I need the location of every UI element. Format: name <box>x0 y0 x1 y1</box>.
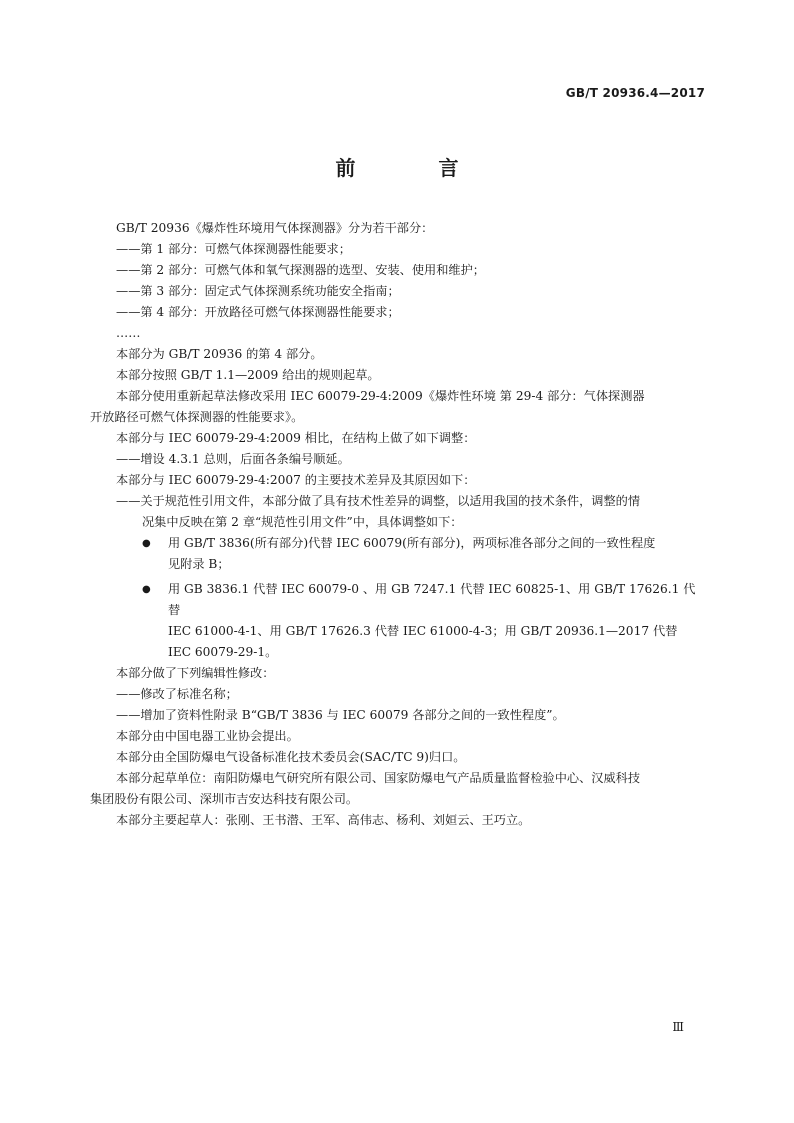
bullet-icon: ● <box>142 538 151 549</box>
list-item: ——修改了标准名称； <box>116 687 238 701</box>
paragraph: 本部分由中国电器工业协会提出。 <box>116 729 299 743</box>
list-item: ——关于规范性引用文件，本部分做了具有技术性差异的调整，以适用我国的技术条件，调整的情 <box>116 494 641 508</box>
ellipsis: …… <box>116 326 141 340</box>
bullet-text-continuation: 见附录 B； <box>168 557 230 571</box>
standard-code: GB/T 20936.4—2017 <box>565 86 705 100</box>
paragraph-continuation: 开放路径可燃气体探测器的性能要求》。 <box>90 410 304 424</box>
list-item: ——第 1 部分：可燃气体探测器性能要求； <box>116 242 351 256</box>
page-title: 前 言 <box>335 156 497 180</box>
paragraph-continuation: 集团股份有限公司、深圳市吉安达科技有限公司。 <box>90 792 359 806</box>
list-item: ——第 2 部分：可燃气体和氧气探测器的选型、安装、使用和维护； <box>116 263 485 277</box>
bullet-text-continuation: IEC 61000-4-1、用 GB/T 17626.3 代替 IEC 61000-4-3；用 GB/T 20936.1—2017 代替 <box>168 624 678 638</box>
paragraph: 本部分使用重新起草法修改采用 IEC 60079-29-4:2009《爆炸性环境 第 29-4 部分：气体探测器 <box>116 389 645 403</box>
paragraph: 本部分由全国防爆电气设备标准化技术委员会(SAC/TC 9)归口。 <box>116 750 466 764</box>
foreword-body <box>90 218 704 831</box>
list-item-continuation: 况集中反映在第 2 章“规范性引用文件”中，具体调整如下： <box>142 515 463 529</box>
list-item: ——增加了资料性附录 B“GB/T 3836 与 IEC 60079 各部分之间的一致性程度”。 <box>116 708 565 722</box>
list-item: ——第 4 部分：开放路径可燃气体探测器性能要求； <box>116 305 400 319</box>
paragraph: 本部分与 IEC 60079-29-4:2009 相比，在结构上做了如下调整： <box>116 431 476 445</box>
bullet-text-continuation: IEC 60079-29-1。 <box>168 645 278 659</box>
bullet-item <box>116 533 704 575</box>
paragraph: 本部分与 IEC 60079-29-4:2007 的主要技术差异及其原因如下： <box>116 473 476 487</box>
paragraph: 本部分按照 GB/T 1.1—2009 给出的规则起草。 <box>116 368 380 382</box>
bullet-item <box>116 579 704 663</box>
paragraph: GB/T 20936《爆炸性环境用气体探测器》分为若干部分： <box>116 221 434 235</box>
paragraph: 本部分做了下列编辑性修改： <box>116 666 275 680</box>
list-item: ——第 3 部分：固定式气体探测系统功能安全指南； <box>116 284 400 298</box>
bullet-text: 用 GB/T 3836(所有部分)代替 IEC 60079(所有部分)，两项标准各部分之间的一致性程度 <box>168 536 656 550</box>
paragraph: 本部分主要起草人：张刚、王书潜、王军、高伟志、杨利、刘姮云、王巧立。 <box>116 813 531 827</box>
paragraph: 本部分起草单位：南阳防爆电气研究所有限公司、国家防爆电气产品质量监督检验中心、汉威科技 <box>116 771 641 785</box>
paragraph: 本部分为 GB/T 20936 的第 4 部分。 <box>116 347 323 361</box>
bullet-icon: ● <box>142 584 151 595</box>
list-item: ——增设 4.3.1 总则，后面各条编号顺延。 <box>116 452 350 466</box>
page-number: Ⅲ <box>672 1020 684 1034</box>
bullet-text: 用 GB 3836.1 代替 IEC 60079-0 、用 GB 7247.1 代替 IEC 60825-1、用 GB/T 17626.1 代替 <box>168 582 696 617</box>
